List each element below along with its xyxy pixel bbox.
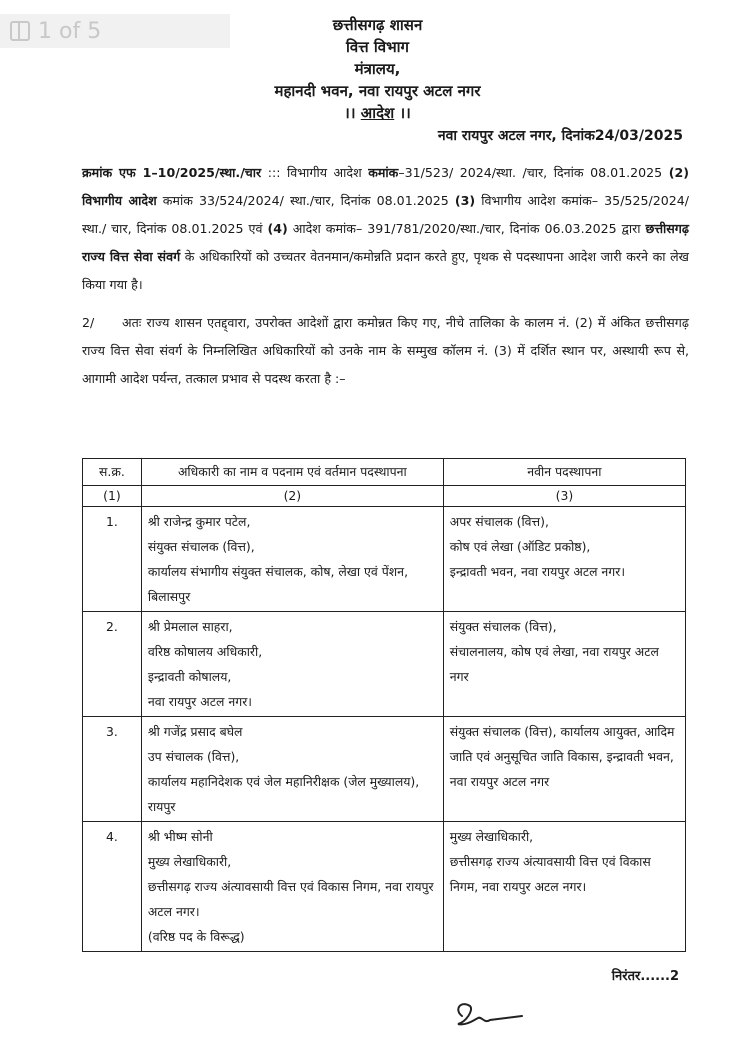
row-new-posting (443, 507, 685, 612)
index-1: (1) (83, 486, 142, 507)
row-officer (141, 717, 443, 822)
paragraph-reference (82, 159, 689, 299)
postings-table (82, 458, 686, 952)
row-serial: 4. (83, 822, 142, 952)
paragraph-order (82, 309, 689, 393)
new-designation: संयुक्त संचालक (वित्त), (449, 619, 557, 634)
paragraph-number: 2/ (82, 315, 95, 330)
officer-designation: वरिष्ठ कोषालय अधिकारी, (147, 644, 263, 659)
para1-bold-seg: (3) (454, 193, 476, 208)
officer-name: श्री प्रेमलाल साहरा, (147, 619, 233, 634)
place-date: नवा रायपुर अटल नगर, दिनांक24/03/2025 (437, 128, 683, 144)
order-title (0, 102, 755, 124)
order-prefix: ।। (344, 104, 356, 122)
header-serial: स.क्र. (83, 459, 142, 486)
table-row (83, 822, 686, 952)
table-row (83, 717, 686, 822)
para1-seg: कमांक 33/524/2024/ स्था./चार, दिनांक 08.01.2025 (156, 193, 455, 208)
para1-bold-seg: (2) विभागीय आदेश (82, 165, 690, 208)
table-header-row (83, 459, 686, 486)
row-serial: 1. (83, 507, 142, 612)
index-2: (2) (141, 486, 443, 507)
officer-designation: मुख्य लेखाधिकारी, (147, 854, 232, 869)
officer-posting: छत्तीसगढ़ राज्य अंत्यावसायी वित्त एवं विकास निगम, नवा रायपुर अटल नगर। (147, 879, 434, 919)
officer-name: श्री राजेन्द्र कुमार पटेल, (147, 514, 251, 529)
officer-posting: इन्द्रावती कोषालय, (147, 669, 232, 684)
row-serial: 2. (83, 612, 142, 717)
officer-posting: कार्यालय संभागीय संयुक्त संचालक, कोष, लेखा एवं पेंशन, बिलासपुर (147, 564, 409, 604)
order-title-text: आदेश (360, 104, 395, 122)
department-name: वित्त विभाग (346, 38, 409, 56)
officer-name: श्री गजेंद्र प्रसाद बघेल (147, 724, 243, 739)
office-address: महानदी भवन, नवा रायपुर अटल नगर (274, 82, 481, 100)
index-3: (3) (443, 486, 685, 507)
new-office: छत्तीसगढ़ राज्य अंत्यावसायी वित्त एवं विकास निगम, नवा रायपुर अटल नगर। (449, 854, 651, 894)
new-designation: संयुक्त संचालक (वित्त), कार्यालय आयुक्त, आदिम जाति एवं अनुसूचित जाति विकास, इन्द्रावती भवन, नवा रायपुर अटल नगर (449, 724, 675, 789)
officer-name: श्री भीष्म सोनी (147, 829, 213, 844)
row-new-posting (443, 822, 685, 952)
new-office: संचालनालय, कोष एवं लेखा, नवा रायपुर अटल नगर (449, 644, 659, 684)
paragraph-order-text: अतः राज्य शासन एतद्द्वारा, उपरोक्त आदेशों द्वारा कमोन्नत किए गए, नीचे तालिका के कालम नं. (2) में अंकित छत्तीसगढ़ राज्य वित्त सेवा संवर्ग के निम्नलिखित अधिकारियों को उनके नाम के सम्मुख कॉलम नं. (3) में दर्शित स्थान पर, अस्थायी रूप से, आगामी आदेश पर्यन्त, तत्काल प्रभाव से पदस्थ करता है :– (82, 315, 689, 386)
order-number: क्रमांक एफ 1–10/2025/स्था./चार (82, 165, 262, 180)
row-officer (141, 822, 443, 952)
new-location: इन्द्रावती भवन, नवा रायपुर अटल नगर। (449, 564, 626, 579)
para1-seg: –31/523/ 2024/स्था. /चार, दिनांक 08.01.2025 (398, 165, 669, 180)
para1-bold-seg: कमांक (368, 165, 399, 180)
page-indicator (0, 14, 230, 48)
officer-designation: उप संचालक (वित्त), (147, 749, 240, 764)
new-designation: मुख्य लेखाधिकारी, (449, 829, 534, 844)
para1-seg: आदेश कमांक– 391/781/2020/स्था./चार, दिनांक 06.03.2025 द्वारा (287, 221, 646, 236)
page-count: 1 of 5 (38, 18, 102, 44)
govt-name: छत्तीसगढ़ शासन (332, 16, 423, 34)
header-new-posting: नवीन पदस्थापना (443, 459, 685, 486)
secretariat-name: मंत्रालय, (354, 60, 401, 78)
row-new-posting (443, 717, 685, 822)
officer-designation: संयुक्त संचालक (वित्त), (147, 539, 255, 554)
officer-note: (वरिष्ठ पद के विरूद्ध) (147, 929, 245, 944)
row-officer (141, 507, 443, 612)
officer-location: नवा रायपुर अटल नगर। (147, 694, 252, 709)
new-designation: अपर संचालक (वित्त), (449, 514, 549, 529)
para1-seg: के अधिकारियों को उच्चतर वेतनमान/कमोन्नति प्रदान करते हुए, पृथक से पदस्थापना आदेश जारी करने का लेख किया गया है। (82, 249, 689, 292)
page-view-icon (10, 21, 30, 41)
signature (452, 996, 532, 1036)
continued-marker: निरंतर......2 (611, 969, 679, 984)
para1-bold-seg: छत्तीसगढ़ राज्य वित्त सेवा संवर्ग (82, 221, 689, 264)
row-serial: 3. (83, 717, 142, 822)
header-officer: अधिकारी का नाम व पदनाम एवं वर्तमान पदस्थापना (141, 459, 443, 486)
row-officer (141, 612, 443, 717)
officer-posting: कार्यालय महानिदेशक एवं जेल महानिरीक्षक (जेल मुख्यालय), रायपुर (147, 774, 420, 814)
table-row (83, 507, 686, 612)
table-index-row (83, 486, 686, 507)
para1-seg: ::: विभागीय आदेश (261, 165, 369, 180)
table-row (83, 612, 686, 717)
order-suffix: ।। (399, 104, 411, 122)
new-office: कोष एवं लेखा (ऑडिट प्रकोष्ठ), (449, 539, 591, 554)
row-new-posting (443, 612, 685, 717)
para1-seg: विभागीय आदेश कमांक– 35/525/2024/स्था./ चार, दिनांक 08.01.2025 एवं (82, 193, 690, 236)
para1-bold-seg: (4) (267, 221, 288, 236)
